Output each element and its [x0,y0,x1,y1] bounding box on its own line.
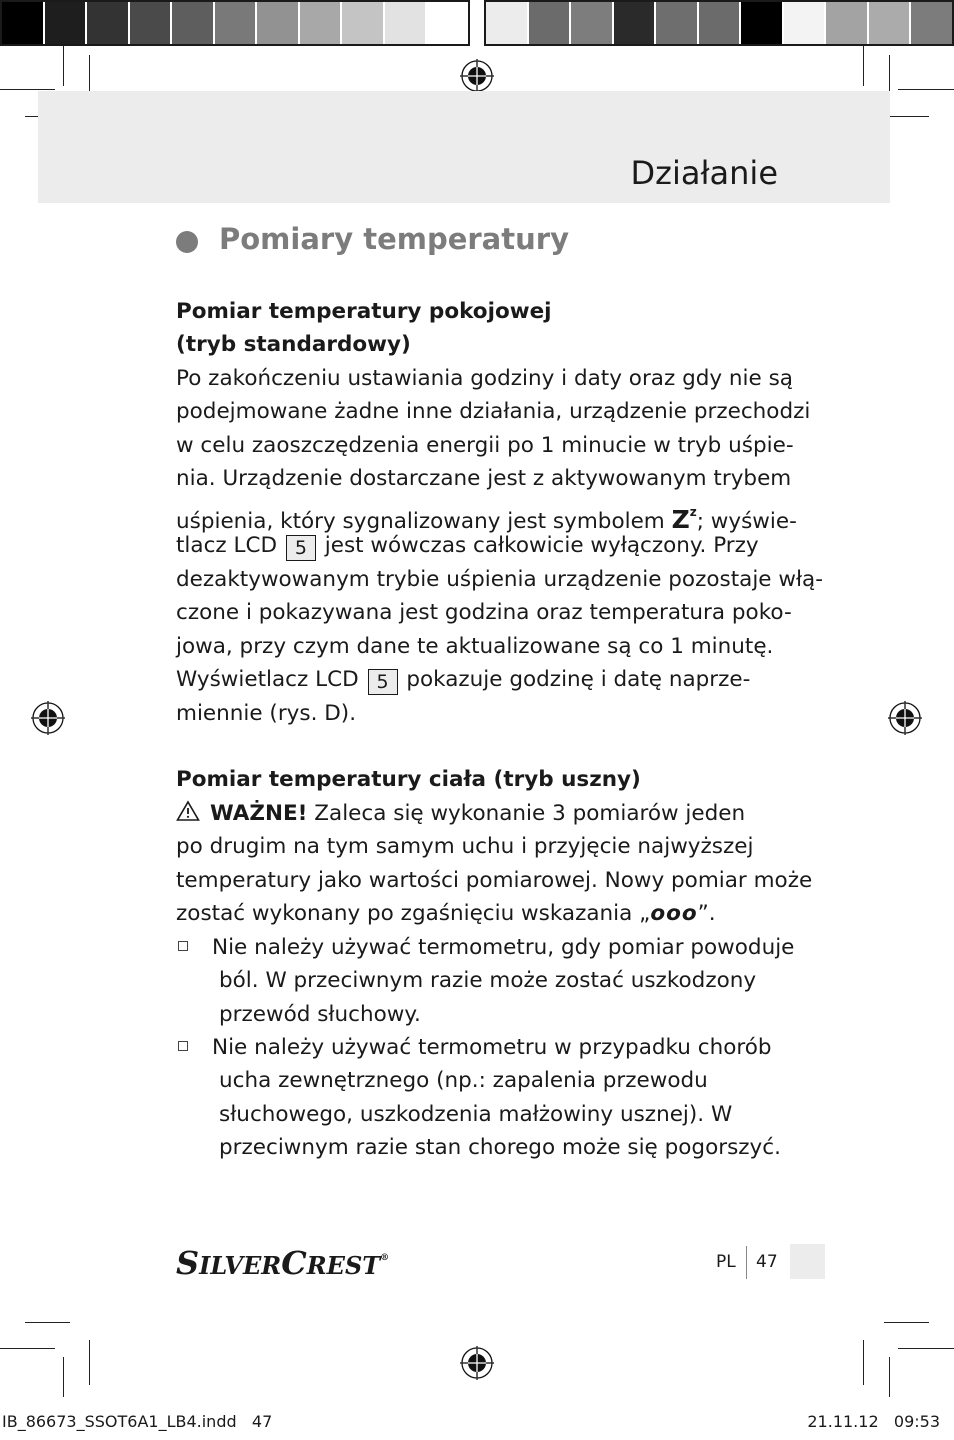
text-span: ”. [697,901,716,926]
paragraph-line: jowa, przy czym dane te aktualizowane są co 1 minutę. [176,634,774,659]
page-number: 47 [756,1252,778,1272]
paragraph-line: po drugim na tym samym uchu i przyjęcie najwyższej [176,834,754,859]
crop-mark [25,1322,70,1323]
color-swatch [699,2,742,44]
reference-number: 5 [368,669,398,695]
registration-mark-icon [31,701,65,735]
crop-mark [0,1348,55,1349]
list-item-line: ból. W przeciwnym razie może zostać uszkodzony [219,968,757,993]
color-swatch [45,2,88,44]
color-swatch [784,2,827,44]
crop-mark [884,1322,929,1323]
color-swatch [215,2,258,44]
paragraph-line: dezaktywowanym trybie uśpienia urządzenie pozostaje włą- [176,567,823,592]
color-swatch [826,2,869,44]
paragraph-line [176,663,796,697]
display-symbol: ooo [650,901,698,926]
text-span: jest wówczas całkowicie wyłączony. Przy [317,533,759,558]
paragraph-line: nia. Urządzenie dostarczane jest z aktywowanym trybem [176,466,792,491]
crop-mark [0,89,55,90]
text-span: Zaleca się wykonanie 3 pomiarów jeden [307,801,746,826]
footer-tab [790,1244,825,1279]
text-span: uśpienia, który sygnalizowany jest symbolem [176,509,672,534]
color-swatch [172,2,215,44]
list-item-line: słuchowego, uszkodzenia małżowiny usznej). W [219,1102,733,1127]
paragraph-line: w celu zaoszczędzenia energii po 1 minucie w tryb uśpie- [176,433,794,458]
list-item-line: ucha zewnętrznego (np.: zapalenia przewodu [219,1068,708,1093]
color-swatch [911,2,952,44]
crop-mark [898,1348,954,1349]
section-bullet-icon [176,231,198,253]
color-bar-right [484,0,954,46]
color-swatch [656,2,699,44]
language-code: PL [716,1252,736,1272]
text-span: Nie należy używać termometru, gdy pomiar powoduje [212,935,795,960]
subsection-heading: Pomiar temperatury pokojowej [176,299,552,324]
crop-mark [889,1357,890,1397]
paragraph-line [176,897,796,931]
crop-mark [63,46,64,86]
paragraph-line: podejmowane żadne inne działania, urządzenie przechodzi [176,399,811,424]
color-swatch [130,2,173,44]
color-swatch [614,2,657,44]
list-item [176,1031,796,1065]
color-swatch [257,2,300,44]
paragraph-line: Po zakończeniu ustawiania godziny i daty oraz gdy nie są [176,366,793,391]
brand-logo: SILVERCREST® [176,1244,390,1282]
chapter-title: Działanie [630,154,778,192]
list-item [176,931,796,965]
color-swatch [571,2,614,44]
registration-mark-icon [888,701,922,735]
color-swatch [385,2,428,44]
paragraph-line [176,529,796,563]
text-span: Nie należy używać termometru w przypadku chorób [212,1035,772,1060]
reference-number: 5 [286,535,316,561]
slug-timestamp: 21.11.12 09:53 [807,1412,940,1431]
sleep-symbol-icon: $Z^z$ [671,505,697,534]
slug-filename: IB_86673_SSOT6A1_LB4.indd 47 [2,1412,273,1431]
text-span: tlacz LCD [176,533,284,558]
color-swatch [342,2,385,44]
color-bar-left [0,0,470,46]
registration-mark-icon [460,59,494,93]
warning-triangle-icon [176,800,200,822]
checkbox-bullet-icon [178,941,188,951]
crop-mark [89,1340,90,1385]
divider [746,1246,747,1279]
paragraph-line: czone i pokazywana jest godzina oraz temperatura poko- [176,600,792,625]
text-span: pokazuje godzinę i datę naprze- [399,667,751,692]
text-span: ; wyświe- [696,509,797,534]
registration-mark-icon [460,1346,494,1380]
color-swatch [741,2,784,44]
text-span: Wyświetlacz LCD [176,667,366,692]
subsection-heading: Pomiar temperatury ciała (tryb uszny) [176,767,641,792]
list-item-line: przewód słuchowy. [219,1002,421,1027]
crop-mark [898,89,954,90]
crop-mark [863,46,864,86]
color-swatch [300,2,343,44]
color-swatch [427,2,468,44]
checkbox-bullet-icon [178,1041,188,1051]
warning-line [176,797,796,831]
paragraph-line: miennie (rys. D). [176,701,357,726]
crop-mark [63,1357,64,1397]
color-swatch [87,2,130,44]
color-swatch [869,2,912,44]
warning-label: WAŻNE! [210,801,308,826]
crop-mark [863,1340,864,1385]
subsection-heading: (tryb standardowy) [176,332,411,357]
text-span: zostać wykonany po zgaśnięciu wskazania „ [176,901,651,926]
crop-mark [884,116,929,117]
color-swatch [486,2,529,44]
paragraph-line: temperatury jako wartości pomiarowej. Nowy pomiar może [176,868,813,893]
color-swatch [529,2,572,44]
color-swatch [2,2,45,44]
section-title: Pomiary temperatury [219,222,569,256]
list-item-line: przeciwnym razie stan chorego może się pogorszyć. [219,1135,781,1160]
